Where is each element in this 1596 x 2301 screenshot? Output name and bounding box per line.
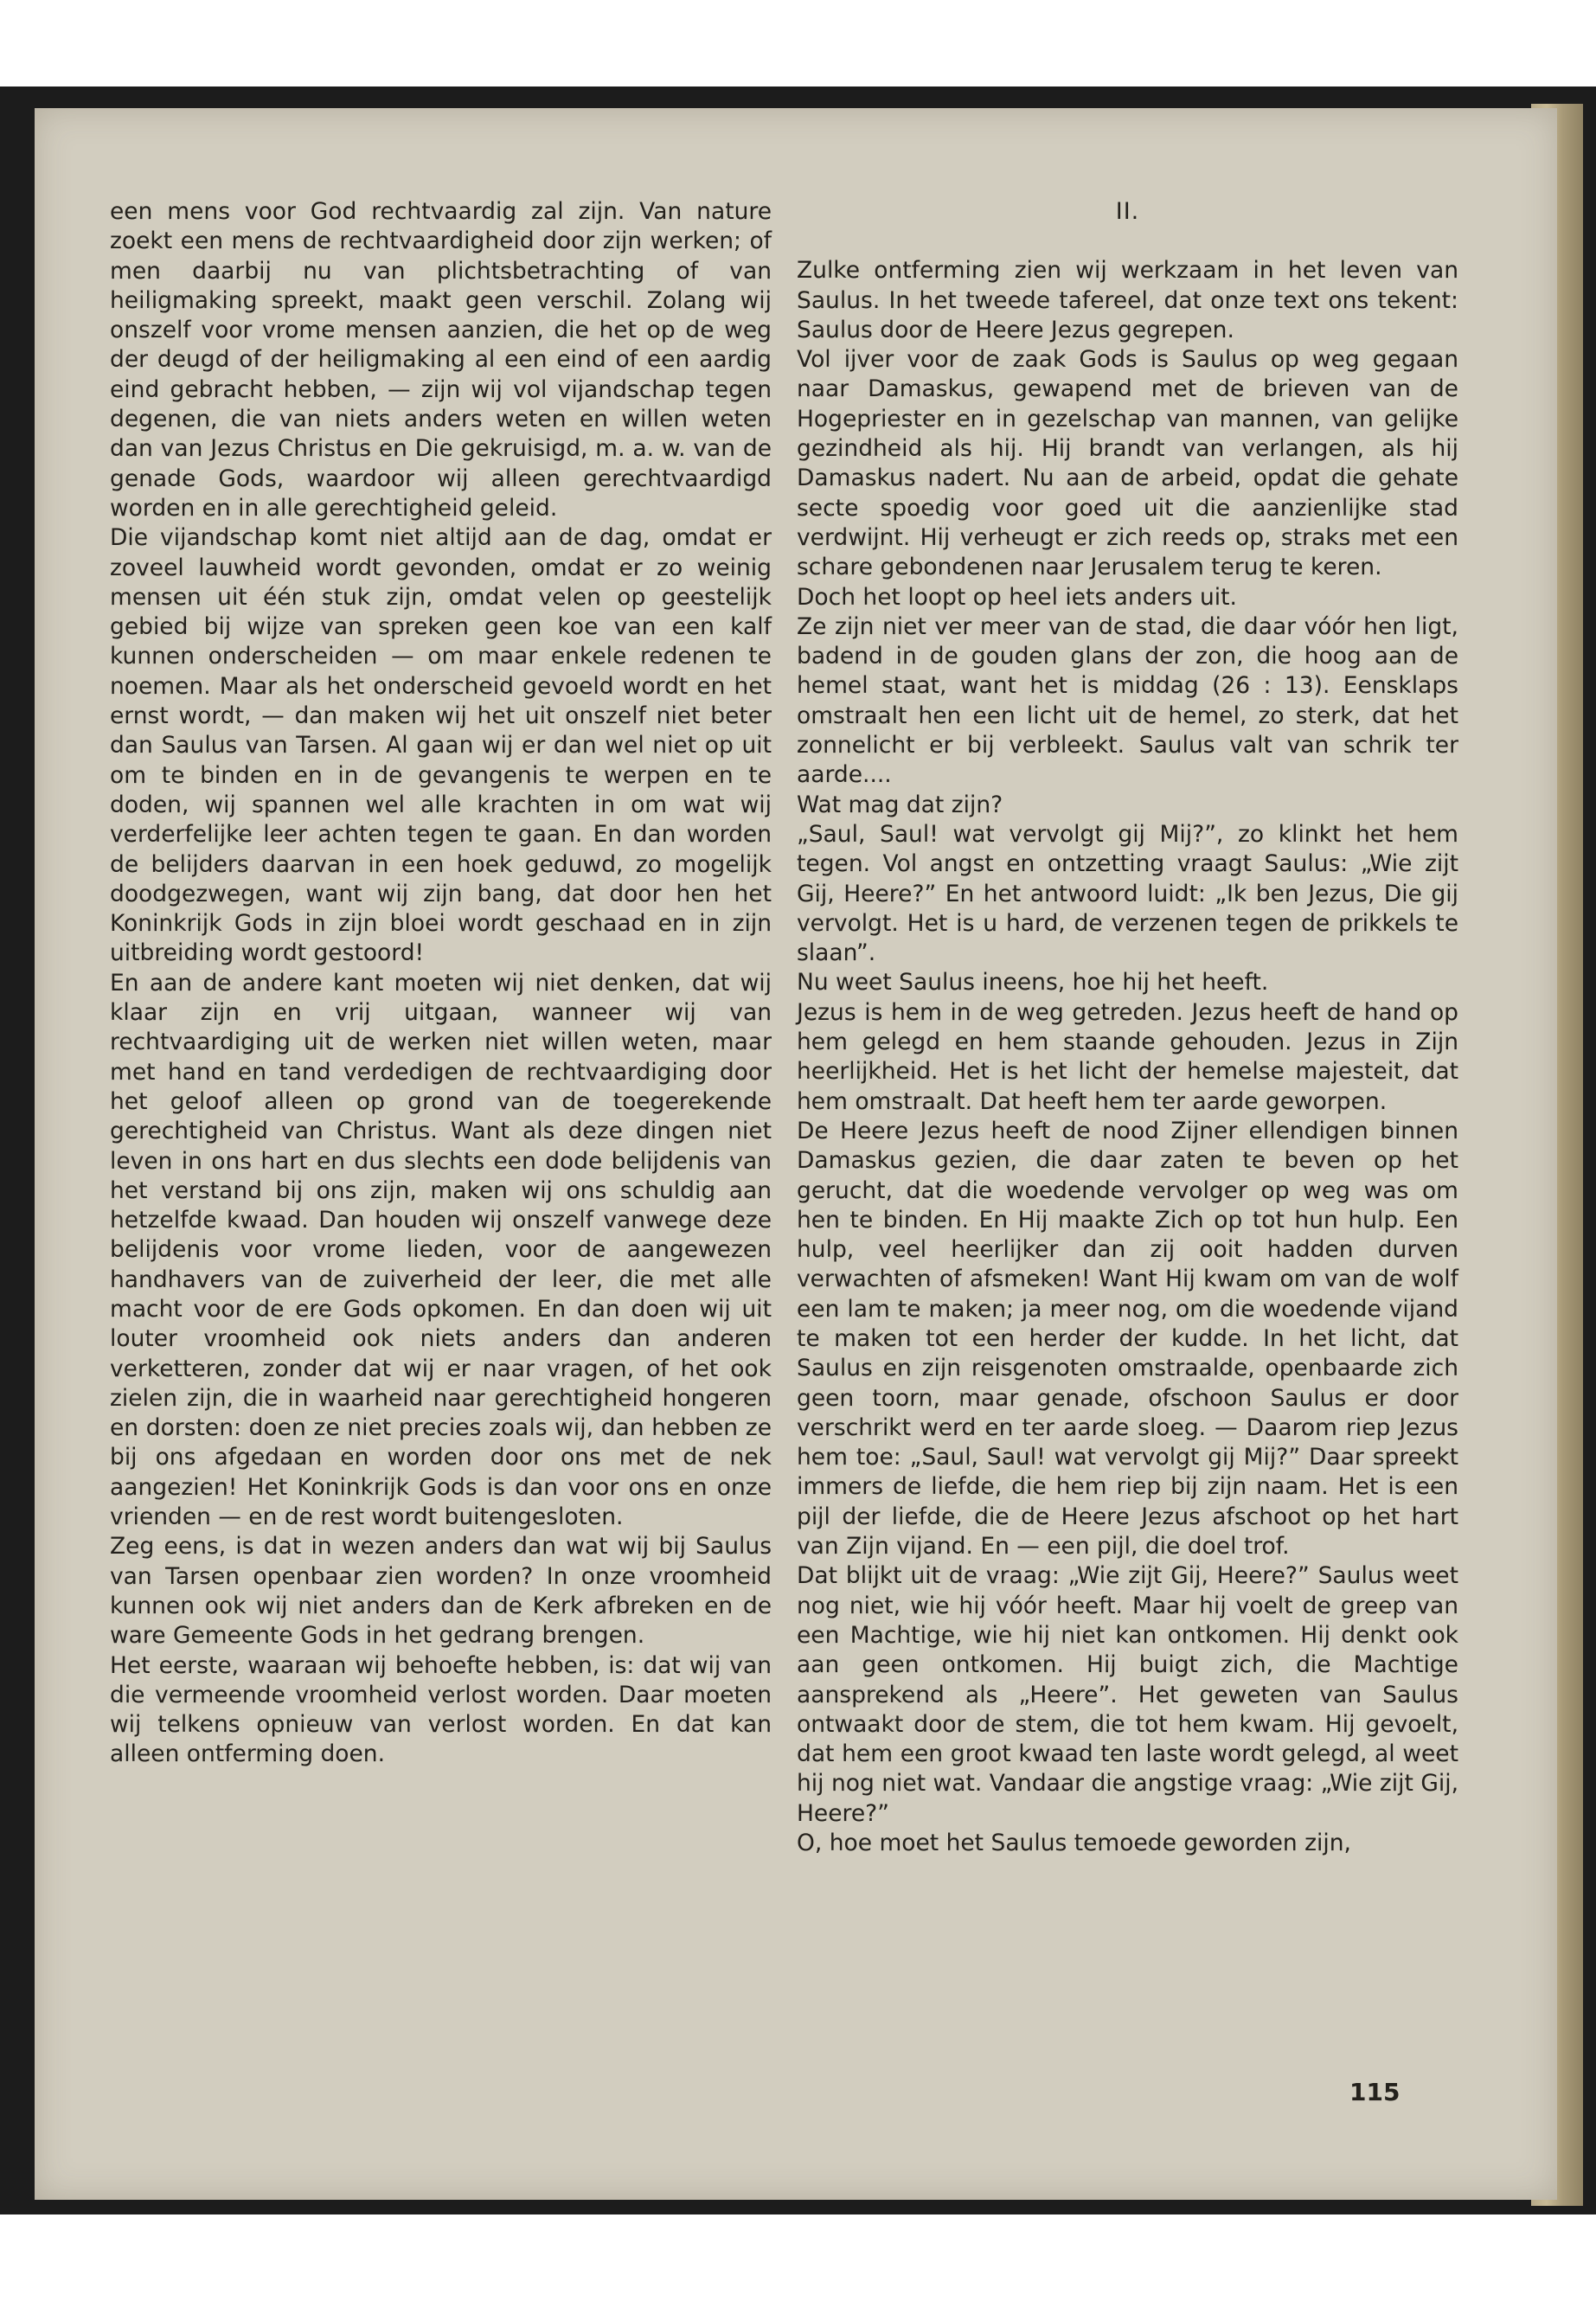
paragraph: Zeg eens, is dat in wezen anders dan wat wij bij Saulus van Tarsen openbaar zien worden? In onze vroomheid kunnen ook wij niet anders dan de Kerk afbreken en de ware Gemeente Gods in het gedrang brengen. (110, 1533, 772, 1650)
paragraph: Zulke ontferming zien wij werkzaam in het leven van Saulus. In het tweede tafereel, dat onze text ons tekent: Saulus door de Heere Jezus gegrepen. (797, 257, 1458, 343)
paragraph: Dat blijkt uit de vraag: „Wie zijt Gij, Heere?” Saulus weet nog niet, wie hij vóór heeft. Maar hij voelt de greep van een Machtige, wie hij niet kan ontkomen. Hij denkt ook aan geen ontkomen. Hij buigt zich, die Machtige aansprekend als „Heere”. Het geweten van Saulus ontwaakt door de stem, die tot hem kwam. Hij gevoelt, dat hem een groot kwaad ten laste wordt gelegd, al weet hij nog niet wat. Vandaar die angstige vraag: „Wie zijt Gij, Heere?” (797, 1562, 1458, 1827)
paragraph: En aan de andere kant moeten wij niet denken, dat wij klaar zijn en vrij uitgaan, wanneer wij van rechtvaardiging uit de werken niet willen weten, maar met hand en tand verdedigen de rechtvaardiging door het geloof alleen op grond van de toegerekende gerechtigheid van Christus. Want als deze dingen niet leven in ons hart en dus slechts een dode belijdenis van het verstand bij ons zijn, maken wij ons schuldig aan hetzelfde kwaad. Dan houden wij onszelf vanwege deze belijdenis voor vrome lieden, voor de aangewezen handhavers van de zuiverheid der leer, die met alle macht voor de ere Gods opkomen. En dan doen wij uit louter vroomheid ook niets anders dan anderen verketteren, zonder dat wij er naar vragen, of het ook zielen zijn, die in waarheid naar gerechtigheid hongeren en dorsten: doen ze niet precies zoals wij, dan hebben ze bij ons afgedaan en worden door ons met de nek aangezien! Het Koninkrijk Gods is dan voor ons en onze vrienden — en de rest wordt buitengesloten. (110, 969, 772, 1531)
right-column (797, 197, 1458, 1858)
paragraph: „Saul, Saul! wat vervolgt gij Mij?”, zo klinkt het hem tegen. Vol angst en ontzetting vraagt Saulus: „Wie zijt Gij, Heere?” En het antwoord luidt: „Ik ben Jezus, Die gij vervolgt. Het is u hard, de verzenen tegen de prikkels te slaan”. (797, 820, 1458, 967)
page-number: 115 (1349, 2078, 1401, 2106)
left-column (110, 197, 772, 1770)
paragraph: Ze zijn niet ver meer van de stad, die daar vóór hen ligt, badend in de gouden glans der zon, die hoog aan de hemel staat, want het is middag (26 : 13). Eensklaps omstraalt hen een licht uit de hemel, zo sterk, dat het zonnelicht er bij verbleekt. Saulus valt van schrik ter aarde.... (797, 612, 1458, 789)
paragraph: Jezus is hem in de weg getreden. Jezus heeft de hand op hem gelegd en hem staande gehouden. Jezus in Zijn heerlijkheid. Het is het licht der hemelse majesteit, dat hem omstraalt. Dat heeft hem ter aarde geworpen. (797, 998, 1458, 1115)
paragraph: Doch het loopt op heel iets anders uit. (797, 583, 1237, 611)
section-number: II. (1115, 198, 1140, 225)
paragraph: Het eerste, waaraan wij behoefte hebben, is: dat wij van die vermeende vroomheid verlost worden. Daar moeten wij telkens opnieuw van verlost worden. En dat kan alleen ontferming doen. (110, 1651, 772, 1768)
paragraph: De Heere Jezus heeft de nood Zijner ellendigen binnen Damaskus gezien, die daar zaten te beven op het gerucht, dat die woedende vervolger op weg was om hen te binden. En Hij maakte Zich op tot hun hulp. Een hulp, veel heerlijker dan zij ooit hadden durven verwachten of afsmeken! Want Hij kwam om van de wolf een lam te maken; ja meer nog, om die woedende vijand te maken tot een herder der kudde. In het licht, dat Saulus en zijn reisgenoten omstraalde, openbaarde zich geen toorn, maar genade, ofschoon Saulus er door verschrikt werd en ter aarde sloeg. — Daarom riep Jezus hem toe: „Saul, Saul! wat vervolgt gij Mij?” Daar spreekt immers de liefde, die hem riep bij zijn naam. Het is een pijl der liefde, die de Heere Jezus afschoot op het hart van Zijn vijand. En — een pijl, die doel trof. (797, 1117, 1458, 1561)
paragraph: Die vijandschap komt niet altijd aan de dag, omdat er zoveel lauwheid wordt gevonden, omdat er zo weinig mensen uit één stuk zijn, omdat velen op geestelijk gebied bij wijze van spreken geen koe van een kalf kunnen onderscheiden — om maar enkele redenen te noemen. Maar als het onderscheid gevoeld wordt en het ernst wordt, — dan maken wij het uit onszelf niet beter dan Saulus van Tarsen. Al gaan wij er dan wel niet op uit om te binden en in de gevangenis te werpen en te doden, wij spannen wel alle krachten in om wat wij verderfelijke leer achten tegen te gaan. En dan worden de belijders daarvan in een hoek geduwd, zo mogelijk doodgezwegen, want wij zijn bang, dat door hen het Koninkrijk Gods in zijn bloei wordt geschaad en in zijn uitbreiding wordt gestoord! (110, 524, 772, 967)
paragraph: een mens voor God rechtvaardig zal zijn. Van nature zoekt een mens de rechtvaardigheid door zijn werken; of men daarbij nu van plichtsbetrachting of van heiligmaking spreekt, maakt geen verschil. Zolang wij onszelf voor vrome mensen aanzien, die het op de weg der deugd of der heiligmaking al een eind of een aardig eind gebracht hebben, — zijn wij vol vijandschap tegen degenen, die van niets anders weten en willen weten dan van Jezus Christus en Die gekruisigd, m. a. w. van de genade Gods, waardoor wij alleen gerechtvaardigd worden en in alle gerechtigheid geleid. (110, 198, 772, 522)
paragraph: Wat mag dat zijn? (797, 791, 1003, 818)
paragraph: O, hoe moet het Saulus temoede geworden zijn, (797, 1830, 1351, 1857)
paragraph: Vol ijver voor de zaak Gods is Saulus op weg gegaan naar Damaskus, gewapend met de brieven van de Hogepriester en in gezelschap van mannen, van gelijke gezindheid als hij. Hij brandt van verlangen, als hij Damaskus nadert. Nu aan de arbeid, opdat die gehate secte spoedig voor goed uit die aanzienlijke stad verdwijnt. Hij verheugt er zich reeds op, straks met een schare gebondenen naar Jerusalem terug te keren. (797, 346, 1458, 581)
paragraph: Nu weet Saulus ineens, hoe hij het heeft. (797, 969, 1269, 997)
